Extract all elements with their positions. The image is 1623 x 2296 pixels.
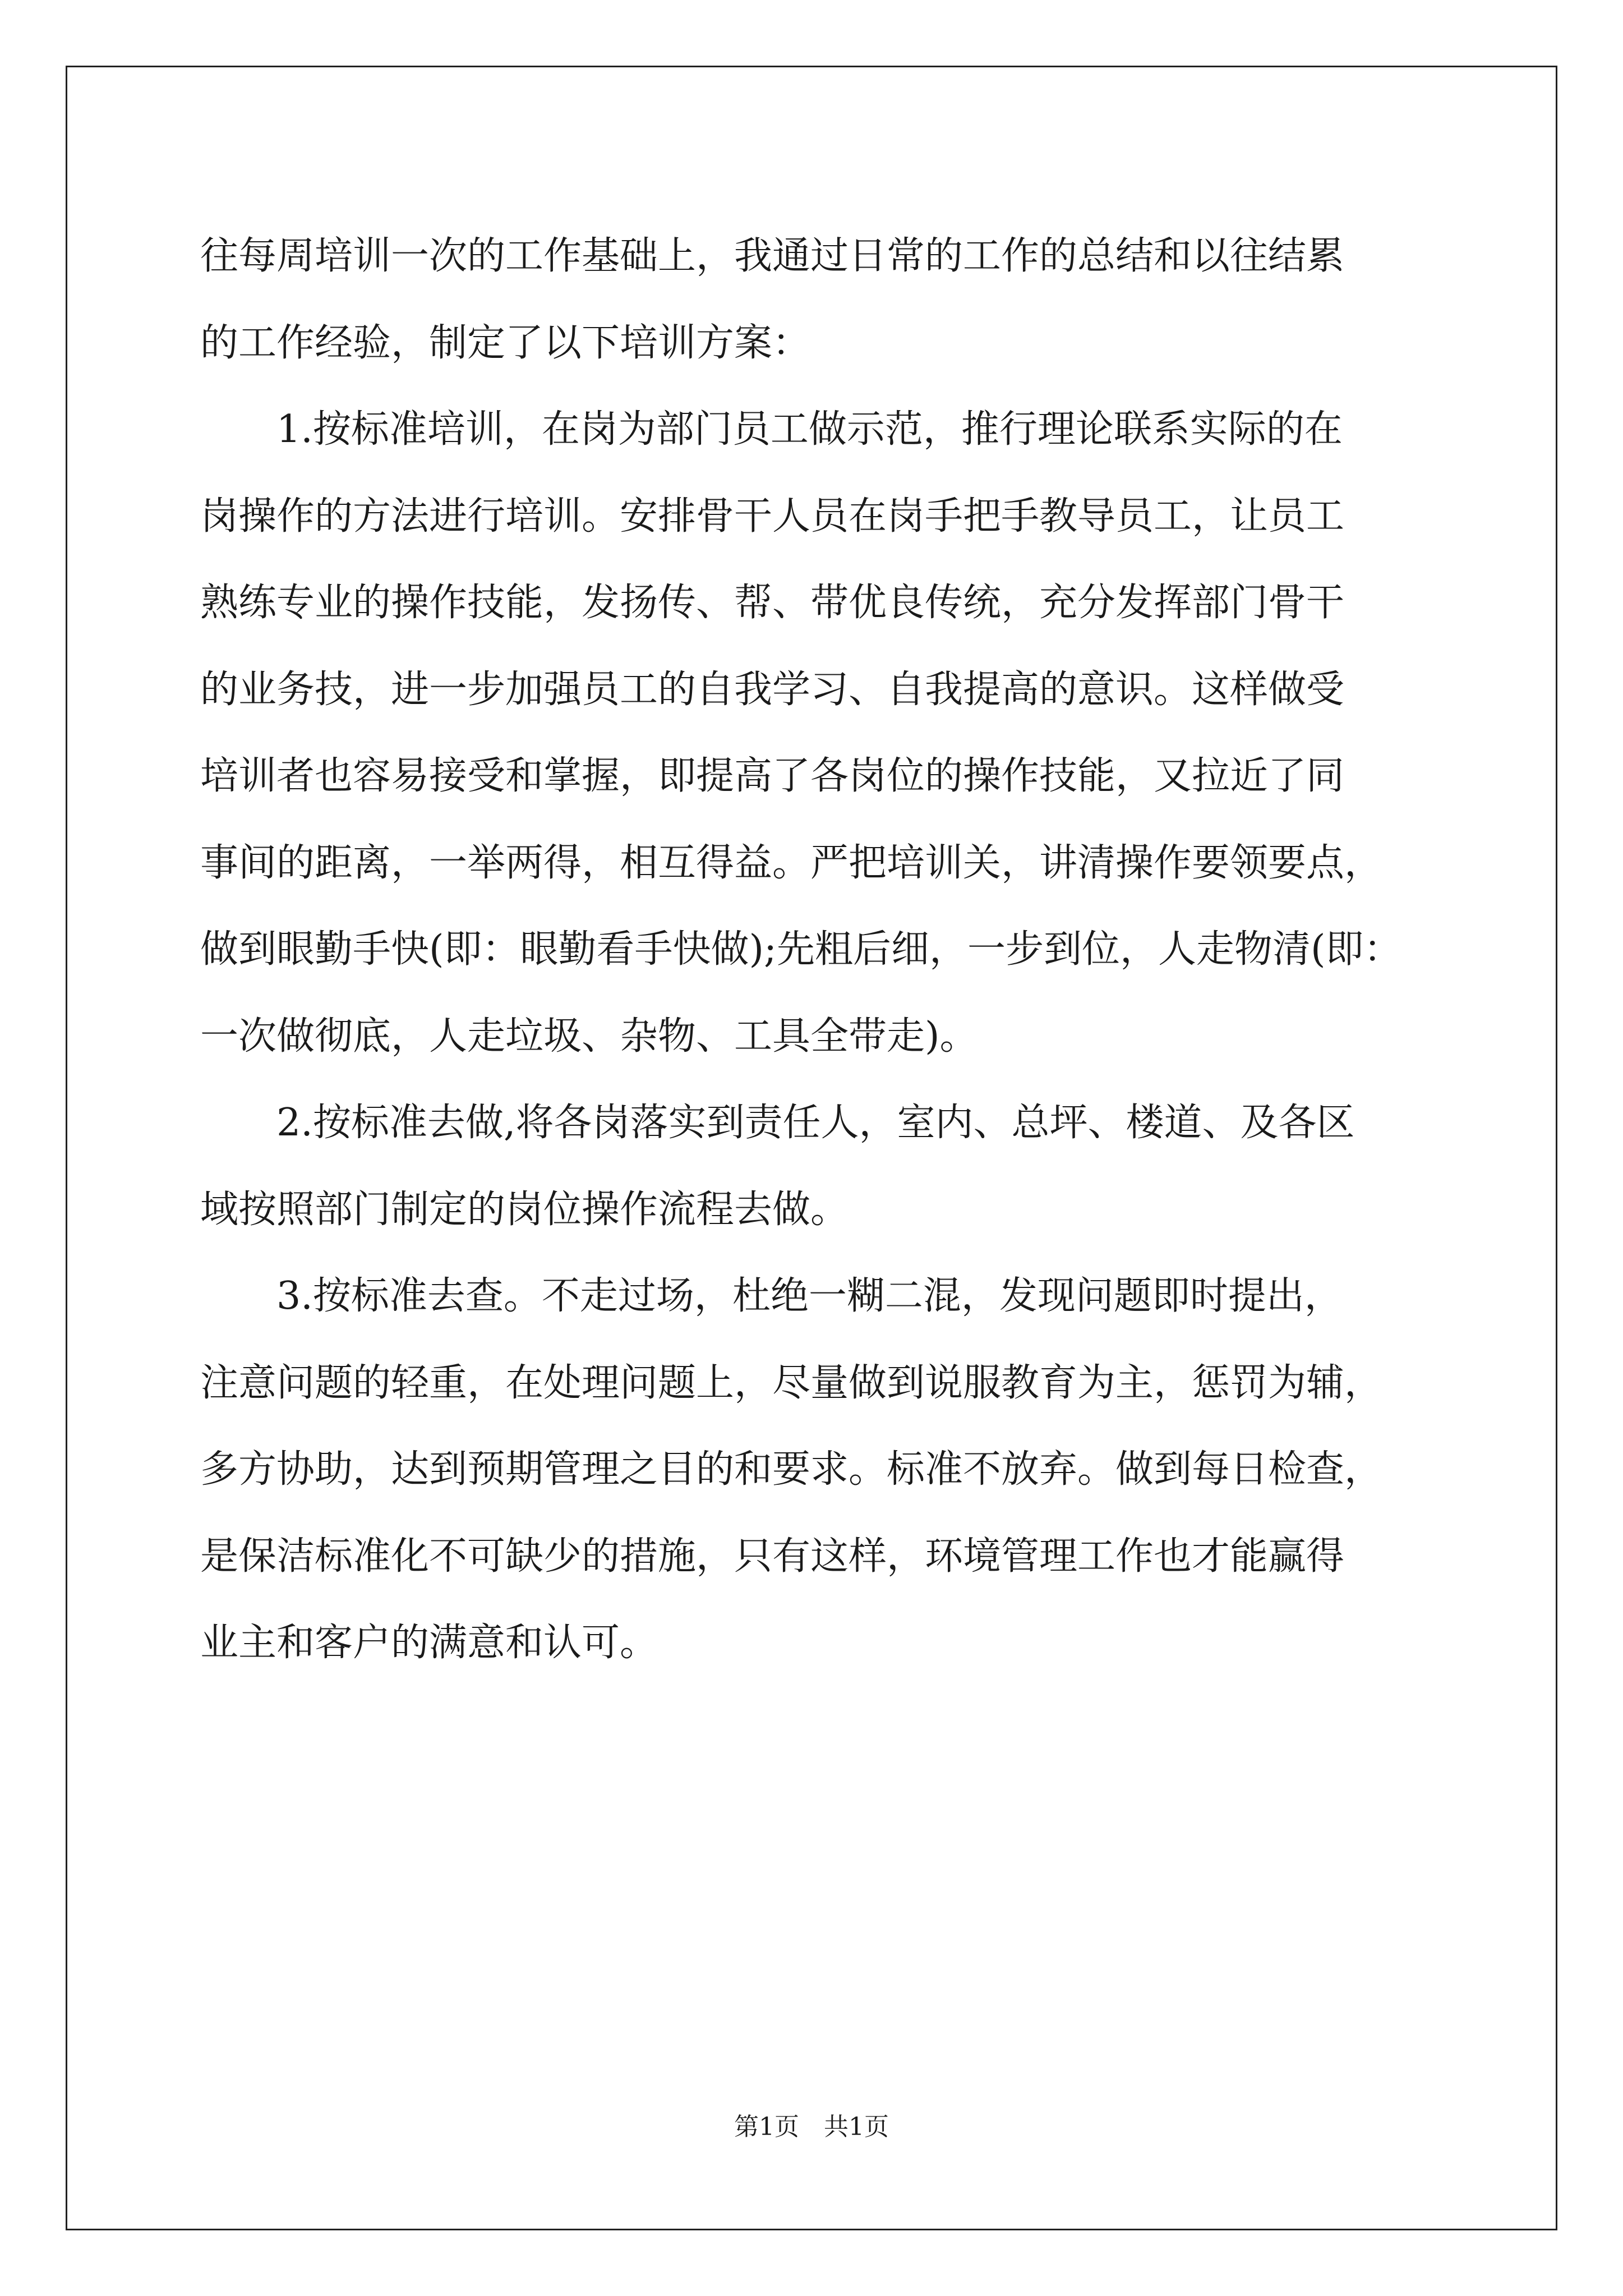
text-line: 3.按标准去查。不走过场，杜绝一糊二混，发现问题即时提出， <box>276 1274 1343 1318</box>
text-line: 是保洁标准化不可缺少的措施，只有这样，环境管理工作也才能赢得 <box>200 1534 1345 1579</box>
text-line: 培训者也容易接受和掌握，即提高了各岗位的操作技能，又拉近了同 <box>200 754 1345 798</box>
text-line: 域按照部门制定的岗位操作流程去做。 <box>200 1187 849 1232</box>
document-body <box>200 213 1428 1687</box>
text-line: 1.按标准培训，在岗为部门员工做示范，推行理论联系实际的在 <box>276 407 1343 452</box>
text-line: 往每周培训一次的工作基础上，我通过日常的工作的总结和以往结累 <box>200 234 1345 278</box>
text-line: 做到眼勤手快(即：眼勤看手快做);先粗后细，一步到位，人走物清(即： <box>200 927 1402 972</box>
page-number-footer: 第1页 共1页 <box>734 2113 889 2141</box>
text-line: 多方协助，达到预期管理之目的和要求。标准不放弃。做到每日检查， <box>200 1447 1383 1492</box>
text-line: 业主和客户的满意和认可。 <box>200 1621 658 1665</box>
text-line: 事间的距离，一举两得，相互得益。严把培训关，讲清操作要领要点， <box>200 840 1383 885</box>
text-line: 的工作经验，制定了以下培训方案： <box>200 320 811 365</box>
text-line: 岗操作的方法进行培训。安排骨干人员在岗手把手教导员工，让员工 <box>200 494 1345 539</box>
text-line: 熟练专业的操作技能，发扬传、帮、带优良传统，充分发挥部门骨干 <box>200 581 1345 625</box>
text-line: 注意问题的轻重，在处理问题上，尽量做到说服教育为主，惩罚为辅， <box>200 1360 1383 1405</box>
text-line: 的业务技，进一步加强员工的自我学习、自我提高的意识。这样做受 <box>200 667 1345 712</box>
text-line: 一次做彻底，人走垃圾、杂物、工具全带走)。 <box>200 1014 978 1059</box>
text-line: 2.按标准去做,将各岗落实到责任人，室内、总坪、楼道、及各区 <box>276 1101 1355 1145</box>
